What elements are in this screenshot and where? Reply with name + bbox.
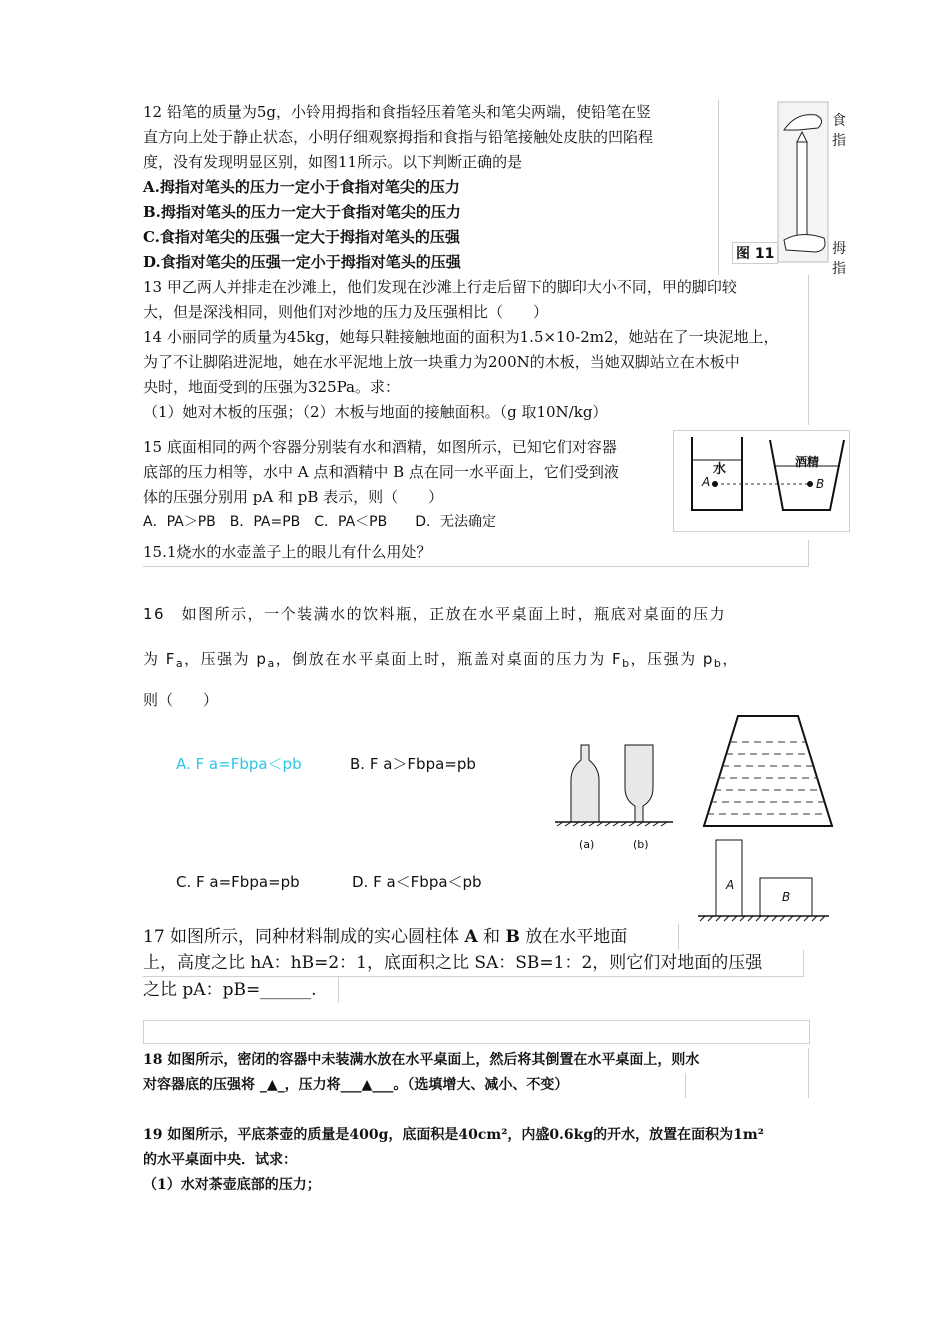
point-b-label: B xyxy=(816,477,825,491)
fig-a-label: (a) xyxy=(579,838,595,851)
q16-line-3: 则（ ） xyxy=(143,691,219,709)
bottles-figure xyxy=(553,740,678,855)
trapezoid-container-figure xyxy=(700,712,835,830)
q17-text-and: 和 xyxy=(477,927,506,947)
cylinder-b-label: B xyxy=(782,890,791,904)
question-14 xyxy=(143,325,809,425)
q14-line-4: （1）她对木板的压强；（2）木板与地面的接触面积。（g 取10N/kg） xyxy=(143,403,608,421)
q16-option-a: A. F a=Fbpa＜pb xyxy=(176,755,302,773)
q17-text-b: B xyxy=(505,927,520,947)
q18-line-2: 对容器底的压强将 _▲_，压力将___▲___。（选填增大、减小、不变） xyxy=(143,1073,686,1098)
cylinder-a-label: A xyxy=(726,878,735,892)
figure-11-caption: 图 11 xyxy=(732,242,778,264)
q15-options: A．PA＞PB B．PA=PB C．PA＜PB D．无法确定 xyxy=(143,514,496,530)
q16-sub-fb: b xyxy=(622,657,631,670)
q16-option-d: D. F a＜Fbpa＜pb xyxy=(352,873,482,891)
q12-line-2: 直方向上处于静止状态，小明仔细观察拇指和食指与铅笔接触处皮肤的凹陷程 xyxy=(143,128,654,146)
alcohol-label: 酒精 xyxy=(795,455,820,469)
q13-line-1: 13 甲乙两人并排走在沙滩上，他们发现在沙滩上行走后留下的脚印大小不同，甲的脚印较 xyxy=(143,278,737,296)
q19-line-1: 19 如图所示，平底茶壶的质量是400g，底面积是40cm²，内盛0.6kg的开水，放置在面积为1m² xyxy=(143,1127,764,1143)
cylinders-illustration xyxy=(696,838,831,923)
q12-option-b: B.拇指对笔头的压力一定大于食指对笔尖的压力 xyxy=(143,203,461,221)
q17-line-1 xyxy=(143,924,679,950)
thumb-label: 拇指 xyxy=(832,241,846,277)
containers-figure xyxy=(680,432,850,527)
question-12 xyxy=(143,100,719,275)
empty-answer-box xyxy=(143,1020,810,1044)
fig-b-label: (b) xyxy=(633,838,649,851)
question-18 xyxy=(143,1048,809,1098)
q16-line-1: 16 如图所示，一个装满水的饮料瓶，正放在水平桌面上时，瓶底对桌面的压力 xyxy=(143,605,727,623)
q16-sub-pb: b xyxy=(713,657,723,670)
point-a-label: A xyxy=(702,475,711,489)
question-13 xyxy=(143,275,809,325)
q15-1-text: 15.1烧水的水壶盖子上的眼儿有什么用处？ xyxy=(143,543,432,561)
water-label: 水 xyxy=(713,462,727,477)
q12-line-3: 度，没有发现明显区别，如图11所示。以下判断正确的是 xyxy=(143,153,523,171)
q16-text-end: ， xyxy=(722,650,739,668)
q13-line-2: 大，但是深浅相同，则他们对沙地的压力及压强相比（ ） xyxy=(143,303,549,321)
q16-text-pa: ，压强为 p xyxy=(184,650,268,668)
q14-line-3: 央时，地面受到的压强为325Pa。求： xyxy=(143,378,400,396)
q19-line-3: （1）水对茶壶底部的压力； xyxy=(143,1177,321,1193)
q16-sub-pa: a xyxy=(267,657,276,670)
question-17 xyxy=(143,924,808,1003)
q17-text-end: 放在水平地面 xyxy=(519,927,628,947)
index-finger-label: 食指 xyxy=(832,113,846,149)
q16-option-b: B. F a＞Fbpa=pb xyxy=(350,755,476,773)
q12-option-c: C.食指对笔尖的压强一定大于拇指对笔头的压强 xyxy=(143,228,460,246)
q12-option-a: A.拇指对笔头的压力一定小于食指对笔尖的压力 xyxy=(143,178,460,196)
q16-text-fa: 为 F xyxy=(143,650,176,668)
q17-line-2: 上，高度之比 hA：hB=2：1，底面积之比 SA：SB=1：2，则它们对地面的压强 xyxy=(143,950,804,977)
q12-line-1: 12 铅笔的质量为5g，小铃用拇指和食指轻压着笔头和笔尖两端，使铅笔在竖 xyxy=(143,103,652,121)
question-15-1 xyxy=(143,540,809,567)
q16-text-pb: ，压强为 p xyxy=(630,650,714,668)
q18-line-1: 18 如图所示，密闭的容器中未装满水放在水平桌面上，然后将其倒置在水平桌面上，则水 xyxy=(143,1052,700,1068)
question-16 xyxy=(143,602,808,713)
q19-line-2: 的水平桌面中央．试求： xyxy=(143,1152,297,1168)
q16-line-2 xyxy=(143,647,808,676)
pencil-figure xyxy=(728,100,853,277)
trapezoid-illustration xyxy=(700,712,835,830)
q14-line-2: 为了不让脚陷进泥地，她在水平泥地上放一块重力为200N的木板，当她双脚站立在木板中 xyxy=(143,353,740,371)
q17-text-1: 17 如图所示，同种材料制成的实心圆柱体 xyxy=(143,927,465,947)
cylinders-figure xyxy=(696,838,831,923)
question-19 xyxy=(143,1123,808,1198)
q15-line-3: 体的压强分别用 pA 和 pB 表示，则（ ） xyxy=(143,488,444,506)
question-15 xyxy=(143,435,673,535)
q16-sub-a: a xyxy=(175,657,185,670)
q15-line-1: 15 底面相同的两个容器分别装有水和酒精，如图所示，已知它们对容器 xyxy=(143,438,617,456)
bottles-illustration xyxy=(553,740,678,835)
q12-option-d: D.食指对笔尖的压强一定小于拇指对笔头的压强 xyxy=(143,253,461,271)
q17-text-a: A xyxy=(464,927,478,947)
q16-option-c: C. F a=Fbpa=pb xyxy=(176,873,300,891)
q17-line-3: 之比 pA：pB=______. xyxy=(143,977,339,1003)
q15-line-2: 底部的压力相等，水中 A 点和酒精中 B 点在同一水平面上，它们受到液 xyxy=(143,463,619,481)
q14-line-1: 14 小丽同学的质量为45kg，她每只鞋接触地面的面积为1.5×10-2m2，她站在了一块泥地上， xyxy=(143,328,779,346)
q16-text-fb: ，倒放在水平桌面上时，瓶盖对桌面的压力为 F xyxy=(275,650,623,668)
